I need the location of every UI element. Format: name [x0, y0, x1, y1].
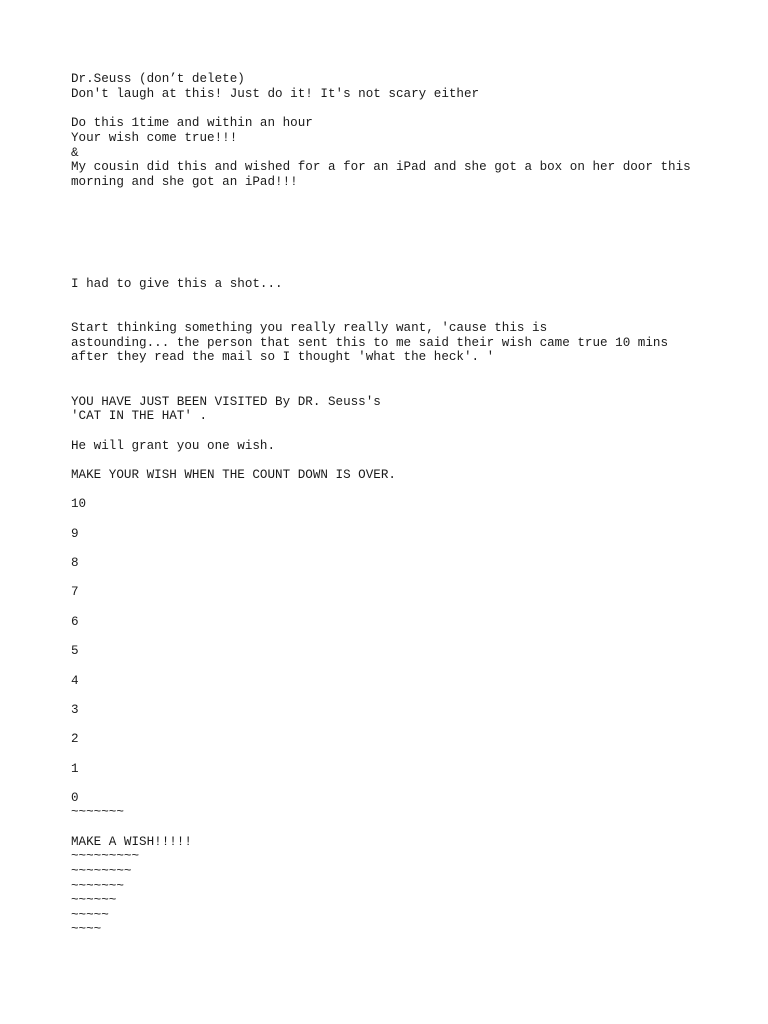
tilde-divider: ~~~~~~~ [71, 805, 124, 819]
countdown-number: 8 [71, 556, 79, 570]
doc-text-line: I had to give this a shot... [71, 277, 283, 291]
tilde-divider: ~~~~~ [71, 908, 109, 922]
tilde-divider: ~~~~ [71, 922, 102, 936]
doc-text-line: Start thinking something you really really want, 'cause this is [71, 321, 548, 335]
doc-text-line: morning and she got an iPad!!! [71, 175, 298, 189]
countdown-number: 4 [71, 674, 79, 688]
countdown-number: 5 [71, 644, 79, 658]
doc-text-line: MAKE A WISH!!!!! [71, 835, 192, 849]
doc-text-line: YOU HAVE JUST BEEN VISITED By DR. Seuss's [71, 395, 381, 409]
tilde-divider: ~~~~~~~ [71, 879, 124, 893]
doc-text-line: Your wish come true!!! [71, 131, 238, 145]
doc-text-line: Do this 1time and within an hour [71, 116, 313, 130]
countdown-number: 3 [71, 703, 79, 717]
tilde-divider: ~~~~~~~~ [71, 864, 132, 878]
doc-text-line: Don't laugh at this! Just do it! It's not scary either [71, 87, 480, 101]
doc-text-line: He will grant you one wish. [71, 439, 276, 453]
countdown-number: 0 [71, 791, 79, 805]
tilde-divider: ~~~~~~~~~ [71, 849, 140, 863]
doc-text-line: & [71, 146, 79, 160]
countdown-number: 6 [71, 615, 79, 629]
countdown-number: 9 [71, 527, 79, 541]
countdown-number: 1 [71, 762, 79, 776]
doc-text-line: astounding... the person that sent this to me said their wish came true 10 mins [71, 336, 669, 350]
doc-text-line: MAKE YOUR WISH WHEN THE COUNT DOWN IS OVER. [71, 468, 396, 482]
doc-text-line: My cousin did this and wished for a for an iPad and she got a box on her door this [71, 160, 691, 174]
countdown-number: 7 [71, 585, 79, 599]
doc-text-line: 'CAT IN THE HAT' . [71, 409, 208, 423]
countdown-number: 2 [71, 732, 79, 746]
countdown-number: 10 [71, 497, 87, 511]
doc-text-line: after they read the mail so I thought 'what the heck'. ' [71, 350, 495, 364]
doc-title-line: Dr.Seuss (don’t delete) [71, 72, 245, 86]
tilde-divider: ~~~~~~ [71, 893, 117, 907]
